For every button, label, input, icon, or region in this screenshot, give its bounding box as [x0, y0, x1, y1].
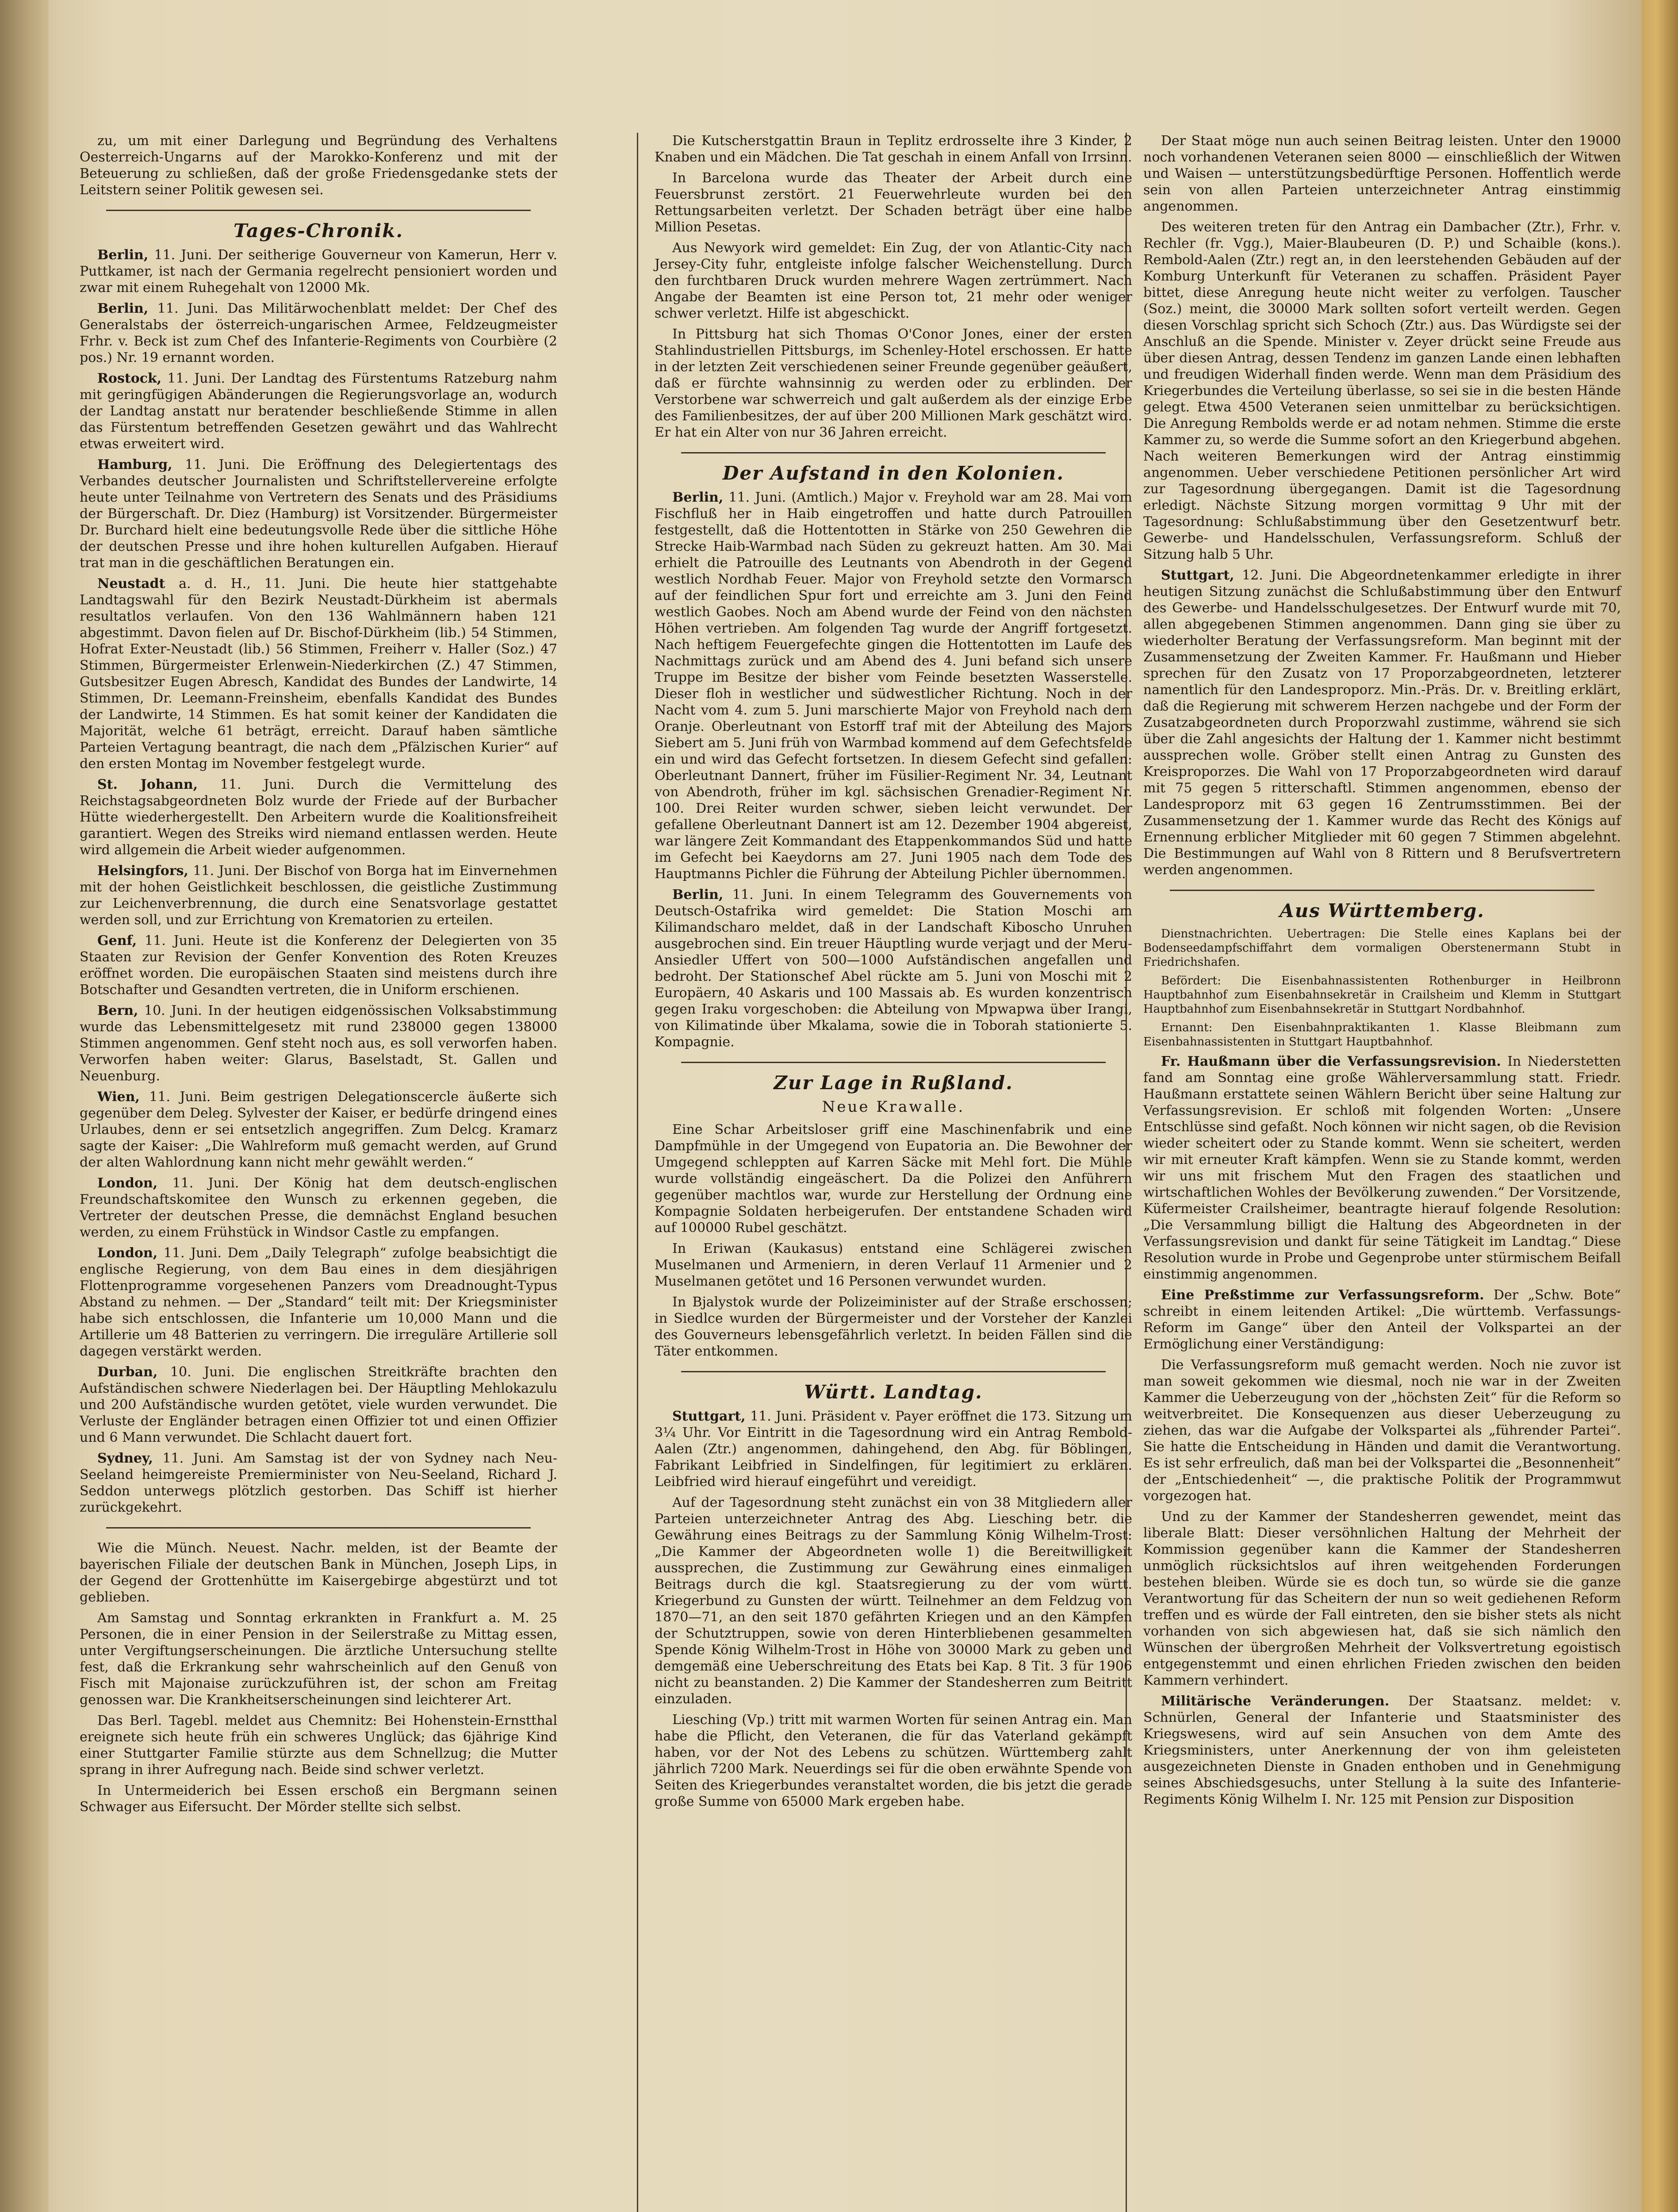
news-item	[80, 300, 557, 366]
dateline: Bern,	[97, 1003, 138, 1018]
dateline: Stuttgart,	[1161, 568, 1234, 583]
news-item	[655, 489, 1132, 882]
divider	[1170, 890, 1594, 891]
news-paragraph: Aus Newyork wird gemeldet: Ein Zug, der von Atlantic-City nach Jersey-City fuhr, entgleiste infolge falscher Weichenstellung. Durch den furchtbaren Druck wurden mehrere Wagen zertrümmert. Nach Angabe der Beamten ist eine Person tot, 21 mehr oder weniger schwer verletzt. Hilfe ist abgeschickt.	[655, 240, 1132, 321]
news-paragraph: Das Berl. Tagebl. meldet aus Chemnitz: Bei Hohenstein-Ernstthal ereignete sich heute früh ein schweres Unglück; das 6jährige Kind einer Stuttgarter Familie stürzte aus dem Schnellzug; die Mutter sprang in ihrer Aufregung nach. Beide sind schwer verletzt.	[80, 1713, 557, 1778]
news-paragraph: In Eriwan (Kaukasus) entstand eine Schlägerei zwischen Muselmanen und Armeniern, in deren Verlauf 11 Armenier und 2 Muselmanen getötet und 16 Personen verwundet wurden.	[655, 1241, 1132, 1289]
news-item	[80, 1364, 557, 1446]
news-paragraphs	[655, 1121, 1132, 1359]
news-text: 12. Juni. Die Abgeordnetenkammer erledigte in ihrer heutigen Sitzung zunächst die Schlußabstimmung über den Entwurf des Gewerbe- und Handelsschulgesetzes. Der Entwurf wurde mit 70, allen abgegebenen Stimmen angenommen. Dann ging sie über zu wiederholter Beratung der Verfassungsreform. Man beginnt mit der Zusammensetzung der Zweiten Kammer. Fr. Haußmann und Hieber sprechen für den Zusatz von 17 Proporzabgeordneten, letzterer namentlich für den Landesproporz. Min.-Präs. Dr. v. Breitling erklärt, daß die Regierung mit schwerem Herzen nachgebe und der Form der Zusatzabgeordneten durch Proporzwahl zustimme, während sie sich über die Zahl angesichts der Haltung der 1. Kammer nicht bestimmt aussprechen wolle. Gröber stellt einen Antrag zu Gunsten des Kreisproporzes. Die Wahl von 17 Proporzabgeordneten wird darauf mit 75 gegen 5 ritterschaftl. Stimmen angenommen, ebenso der Landesproporz mit 63 gegen 16 Zentrumsstimmen. Bei der Zusammensetzung der 1. Kammer wurde das Recht des Königs auf Ernennung erblicher Mitglieder mit 60 gegen 7 Stimmen abgelehnt. Die Bestimmungen auf Wahl von 8 Rittern und 8 Berufsvertretern werden angenommen.	[1143, 568, 1621, 878]
news-paragraphs	[1143, 133, 1621, 563]
news-text: 11. Juni. Der seitherige Gouverneur von Kamerun, Herr v. Puttkamer, ist nach der Germania regelrecht pensioniert worden und zwar mit einem Ruhegehalt von 12000 Mk.	[80, 247, 557, 296]
dateline: Rostock,	[97, 371, 162, 386]
service-notices	[1143, 927, 1621, 1049]
news-item	[80, 1175, 557, 1240]
news-paragraph: Die Verfassungsreform muß gemacht werden. Noch nie zuvor ist man soweit gekommen wie diesmal, noch nie war in der Zweiten Kammer die Ueberzeugung von der „höchsten Zeit“ für die Reform so weitverbreitet. Die Konsequenzen aus dieser Ueberzeugung zu ziehen, das war die Aufgabe der Volkspartei als „führender Partei“. Sie hatte die Entscheidung in Händen und damit die Verantwortung. Es ist sehr erfreulich, daß man bei der Volkspartei die „Besonnenheit“ der „Entschiedenheit“ —, die praktische Politik der Programmwut vorgezogen hat.	[1143, 1357, 1621, 1504]
news-item	[1143, 567, 1621, 878]
news-paragraph: Die Kutscherstgattin Braun in Teplitz erdrosselte ihre 3 Kinder, 2 Knaben und ein Mädchen. Die Tat geschah in einem Anfall von Irrsinn.	[655, 133, 1132, 165]
dateline: London,	[97, 1175, 158, 1191]
news-paragraph: In Bjalystok wurde der Polizeiminister auf der Straße erschossen; in Siedlce wurden der Bürgermeister und der Vorsteher der Kanzlei des Gouverneurs lebensgefährlich verletzt. In beiden Fällen sind die Täter entkommen.	[655, 1294, 1132, 1359]
news-text: 11. Juni. Der Landtag des Fürstentums Ratzeburg nahm mit geringfügigen Abänderungen die Regierungsvorlage an, wodurch der Landtag anstatt nur beratender beschließende Stimme in allen das Fürstentum betreffenden Gesetzen gewährt und das Wahlrecht etwas erweitert wird.	[80, 371, 557, 452]
news-item	[80, 863, 557, 928]
news-text: 11. Juni. Präsident v. Payer eröffnet die 173. Sitzung um 3¼ Uhr. Vor Eintritt in die Tagesordnung wird ein Antrag Rembold-Aalen (Ztr.) angenommen, dahingehend, den Abg. für Böblingen, Fabrikant Leibfried in Sindelfingen, für legitimiert zu erklären. Leibfried wird hierauf eingeführt und vereidigt.	[655, 1409, 1132, 1490]
dateline: St. Johann,	[97, 777, 198, 792]
news-item	[655, 887, 1132, 1050]
news-paragraphs	[655, 133, 1132, 441]
news-text: 11. Juni. Die Eröffnung des Delegiertentags des Verbandes deutscher Journalisten und Schriftstellervereine erfolgte heute unter Teilnahme von Vertretern des Senats und des Präsidiums der Bürgerschaft. Dr. Diez (Hamburg) ist Vorsitzender. Bürgermeister Dr. Burchard hielt eine bedeutungsvolle Rede über die sittliche Höhe der deutschen Presse und ihre hohen kulturellen Aufgaben. Hierauf trat man in die geschäftlichen Beratungen ein.	[80, 457, 557, 571]
divider	[106, 210, 531, 211]
section-heading: Tages-Chronik.	[234, 220, 403, 242]
divider	[681, 1062, 1106, 1063]
dateline: Berlin,	[97, 301, 149, 316]
news-list	[655, 1408, 1132, 1810]
item-title: Eine Preßstimme zur Verfassungsreform.	[1161, 1287, 1484, 1303]
dateline: Sydney,	[97, 1451, 153, 1466]
dateline: Genf,	[97, 933, 137, 949]
dateline: Hamburg,	[97, 457, 172, 472]
news-item	[80, 933, 557, 998]
news-item	[80, 1450, 557, 1516]
news-item	[655, 1494, 1132, 1707]
news-text: Der Staatsanz. meldet: v. Schnürlen, General der Infanterie und Staatsminister des Kriegswesens, wird auf sein Ansuchen von dem Amte des Kriegsministers, unter Anerkennung der von ihm geleisteten ausgezeichneten Dienste in Gnaden enthoben und in Genehmigung seines Abschiedsgesuchs, unter Stellung à la suite des Infanterie-Regiments König Wilhelm I. Nr. 125 mit Pension zur Disposition	[1143, 1694, 1621, 1807]
news-text: 11. Juni. (Amtlich.) Major v. Freyhold war am 28. Mai vom Fischfluß her in Haib eingetroffen und hatte durch Patrouillen festgestellt, daß die Hottentotten in Stärke von 250 Gewehren die Strecke Haib-Warmbad nach Süden zu gekreuzt hatten. Am 30. Mai erhielt die Patrouille des Leutnants von Abendroth in der Gegend westlich Nordhab Feuer. Major von Freyhold setzte den Vormarsch auf der feindlichen Spur fort und erreichte am 3. Juni den Feind westlich Gaobes. Noch am Abend wurde der Feind von den nächsten Höhen vertrieben. Am folgenden Tag wurde der Angriff fortgesetzt. Nach heftigem Feuergefechte gingen die Hottentotten im Laufe des Nachmittags zurück und am Abend des 4. Juni befand sich unsere Truppe im Besitze der bisher vom Feinde besetzten Wasserstelle. Dieser floh in westlicher und südwestlicher Richtung. Noch in der Nacht vom 4. zum 5. Juni marschierte Major von Freyhold nach dem Oranje. Oberleutnant von Estorff traf mit der Abteilung des Majors Siebert am 5. Juni früh von Warmbad kommend auf dem Gefechtsfelde ein und wird das Gefecht fortsetzen. In diesem Gefecht sind gefallen: Oberleutnant Dannert, früher im Füsilier-Regiment Nr. 34, Leutnant von Abendroth, früher im kgl. sächsischen Grenadier-Regiment Nr. 100. Drei Reiter wurden schwer, sieben leicht verwundet. Der gefallene Oberleutnant Dannert ist am 12. Dezember 1904 abgereist, war längere Zeit Kommandant des Etappenkommandos Süd und hatte im Gefecht bei Kaeydorns am 27. Juni 1905 nach dem Tode des Hauptmanns Pichler die Führung der Abteilung Pichler übernommen.	[655, 490, 1132, 882]
divider	[681, 452, 1106, 453]
news-text: 11. Juni. Dem „Daily Telegraph“ zufolge beabsichtigt die englische Regierung, von dem Bau eines in dem diesjährigen Flottenprogramme vorgesehenen Panzers vom Dreadnought-Typus Abstand zu nehmen. — Der „Standard“ teilt mit: Der Kriegsminister habe sich entschlossen, die Infanterie um 10,000 Mann und die Artillerie um 48 Batterien zu verringern. Die irreguläre Artillerie soll dagegen verstärkt werden.	[80, 1245, 557, 1359]
news-item	[655, 1712, 1132, 1810]
news-paragraph: Befördert: Die Eisenbahnassistenten Rothenburger in Heilbronn Hauptbahnhof zum Eisenbahnsekretär in Crailsheim und Klemm in Stuttgart Hauptbahnhof zum Eisenbahnsekretär in Stuttgart Nordbahnhof.	[1143, 974, 1621, 1016]
dateline: Berlin,	[97, 247, 149, 263]
news-paragraph: Und zu der Kammer der Standesherren gewendet, meint das liberale Blatt: Dieser versöhnlichen Haltung der Mehrheit der Kommission gegenüber kann die Kammer der Standesherren unmöglich rücksichtslos auf ihren weitgehenden Forderungen bestehen bleiben. Würde sie es doch tun, so würde sie die ganze Verantwortung für das Scheitern der nun so weit gediehenen Reform treffen und es würde der Fall eintreten, den sie bisher stets als nicht vorhanden von sich abgewiesen hat, daß sie sich nämlich den Wünschen der übergroßen Mehrheit der Volksvertretung egoistisch entgegenstemmt und einen ehrlichen Frieden zwischen den beiden Kammern verhindert.	[1143, 1509, 1621, 1688]
column-3	[1143, 133, 1621, 1812]
column-1	[80, 133, 557, 1820]
news-text: In Niederstetten fand am Sonntag eine große Wählerversammlung statt. Friedr. Haußmann erstattete seinen Wählern Bericht über seine Haltung zur Verfassungsrevision. Er schloß mit folgenden Worten: „Unsere Entschlüsse sind gefaßt. Noch können wir nicht sagen, ob die Revision wieder scheitert oder zu Stande kommt. Wenn sie scheitert, werden wir mit erneuter Kraft kämpfen. Wenn sie zu Stande kommt, werden wir uns mit frischem Mut den Fragen des staatlichen und wirtschaftlichen Wohles der Bevölkerung zuwenden.“ Der Vorsitzende, Küfermeister Crailsheimer, beantragte hierauf folgende Resolution: „Die Versammlung billigt die Haltung des Abgeordneten in der Verfassungsrevision und dankt für seine Tätigkeit im Landtag.“ Diese Resolution wurde in Probe und Gegenprobe unter stürmischem Beifall einstimmig angenommen.	[1143, 1054, 1621, 1282]
section-heading: Der Aufstand in den Kolonien.	[722, 462, 1065, 484]
news-text: Liesching (Vp.) tritt mit warmen Worten für seinen Antrag ein. Man habe die Pflicht, den Veteranen, die für das Vaterland gekämpft haben, vor der Not des Lebens zu schützen. Württemberg zahlt jährlich 7200 Mark. Neuerdings sei für die oben erwähnte Spende von Seiten des Kriegerbundes veranstaltet worden, die bis jetzt die gerade große Summe von 65000 Mark ergeben habe.	[655, 1712, 1132, 1809]
news-paragraph: In Pittsburg hat sich Thomas O'Conor Jones, einer der ersten Stahlindustriellen Pittsburgs, im Schenley-Hotel erschossen. Er hatte in der letzten Zeit verschiedenen seiner Freunde gegenüber geäußert, daß er fürchte wahnsinnig zu werden oder zu erblinden. Der Verstorbene war schwerreich und galt außerdem als der einzige Erbe des Familienbesitzes, der auf über 200 Millionen Mark geschätzt wird. Er hat ein Alter von nur 36 Jahren erreicht.	[655, 326, 1132, 440]
dateline: Neustadt	[97, 576, 165, 591]
news-list	[655, 489, 1132, 1050]
news-text: 11. Juni. Am Samstag ist der von Sydney nach Neu-Seeland heimgereiste Premierminister von Neu-Seeland, Richard J. Seddon unterwegs plötzlich gestorben. Das Schiff ist hierher zurückgekehrt.	[80, 1451, 557, 1515]
column-2	[655, 133, 1132, 1814]
news-item	[80, 1002, 557, 1084]
news-text: 11. Juni. Das Militärwochenblatt meldet: Der Chef des Generalstabs der österreich-ungarischen Armee, Feldzeugmeister Frhr. v. Beck ist zum Chef des Infanterie-Regiments von Courbière (2 pos.) Nr. 19 ernannt worden.	[80, 301, 557, 365]
news-paragraph: Eine Schar Arbeitsloser griff eine Maschinenfabrik und eine Dampfmühle in der Umgegend von Eupatoria an. Die Bewohner der Umgegend schleppten auf Karren Säcke mit Mehl fort. Die Mühle wurde vollständig eingeäschert. Da die Polizei den Anführern gegenüber machtlos war, wurde zur Herstellung der Ordnung eine Kompagnie Soldaten herbeigerufen. Der entstandene Schaden wird auf 100000 Rubel geschätzt.	[655, 1122, 1132, 1236]
news-item	[80, 776, 557, 858]
news-item	[1143, 1693, 1621, 1808]
news-item	[80, 247, 557, 296]
news-item	[80, 1245, 557, 1359]
dateline: Helsingfors,	[97, 863, 188, 879]
news-text: 10. Juni. In der heutigen eidgenössischen Volksabstimmung wurde das Lebensmittelgesetz mit rund 238000 gegen 138000 Stimmen angenommen. Genf steht noch aus, es soll verworfen haben. Verworfen haben weiter: Glarus, Baselstadt, St. Gallen und Neuenburg.	[80, 1003, 557, 1084]
news-item	[655, 1408, 1132, 1490]
item-title: Fr. Haußmann über die Verfassungsrevision.	[1161, 1054, 1501, 1069]
dateline: Berlin,	[672, 490, 724, 505]
news-item	[80, 457, 557, 571]
news-paragraphs	[80, 1540, 557, 1815]
news-text: Der „Schw. Bote“ schreibt in einem leitenden Artikel: „Die württemb. Verfassungs-Reform im Gange“ über den Anteil der Volkspartei an der Ermöglichung einer Verständigung:	[1143, 1287, 1621, 1352]
item-title: Militärische Veränderungen.	[1161, 1694, 1390, 1709]
dateline: Stuttgart,	[672, 1409, 746, 1424]
news-text: 10. Juni. Die englischen Streitkräfte brachten den Aufständischen schwere Niederlagen bei. Der Häuptling Mehlokazulu und 200 Aufständische wurden getötet, viele wurden verwundet. Die Verluste der Engländer betragen einen Offizier tot und einen Offizier und 6 Mann verwundet. Die Schlacht dauert fort.	[80, 1364, 557, 1445]
divider	[681, 1371, 1106, 1372]
news-paragraph: Wie die Münch. Neuest. Nachr. melden, ist der Beamte der bayerischen Filiale der deutschen Bank in München, Joseph Lips, in der Gegend der Grottenhütte im Kaisergebirge abgestürzt und tot geblieben.	[80, 1540, 557, 1605]
news-text: Auf der Tagesordnung steht zunächst ein von 38 Mitgliedern aller Parteien unterzeichneter Antrag des Abg. Liesching betr. die Gewährung eines Beitrags zu der Sammlung König Wilhelm-Trost: „Die Kammer der Abgeordneten wolle 1) die Bereitwilligkeit aussprechen, die Zustimmung zur Gewährung eines einmaligen Beitrags durch die kgl. Staatsregierung zu der vom württ. Kriegerbund zu Gunsten der württ. Teilnehmer an dem Feldzug von 1870—71, an den seit 1870 gefährten Kriegen und an den Kämpfen der Schutztruppen, sowie von deren Hinterbliebenen gesammelten Spende König Wilhelm-Trost in Höhe von 30000 Mark zu geben und demgemäß eine Ueberschreitung des Etats bei Kap. 8 Tit. 3 für 1906 nicht zu beanstanden. 2) Die Kammer der Standesherren zum Beitritt einzuladen.	[655, 1495, 1132, 1707]
news-text: 11. Juni. In einem Telegramm des Gouvernements von Deutsch-Ostafrika wird gemeldet: Die Station Moschi am Kilimandscharo meldet, daß in der Landschaft Kiboscho Unruhen ausgebrochen sind. Ein treuer Häuptling wurde verjagt und der Meru-Ansiedler Uffert von 500—1000 Aufständischen angefallen und bedroht. Der Stationschef Abel rückte am 5. Juni von Moschi mit 2 Europäern, 40 Askaris und 100 Massais ab. Es wurden konzentrisch gegen Iraku vorgeschoben: die Abteilung von Mpwapwa über Irangi, von Kilimatinde über Mkalama, sowie die in Toborah stationierte 5. Kompagnie.	[655, 887, 1132, 1050]
dateline: Durban,	[97, 1364, 158, 1380]
section-subheading: Neue Krawalle.	[822, 1098, 965, 1116]
dateline: London,	[97, 1245, 158, 1261]
intro-paragraph: zu, um mit einer Darlegung und Begründung des Verhaltens Oesterreich-Ungarns auf der Marokko-Konferenz und mit der Beteuerung zu schließen, daß der große Friedensgedanke stets der Leitstern seiner Politik gewesen sei.	[80, 133, 557, 198]
news-paragraph: Am Samstag und Sonntag erkrankten in Frankfurt a. M. 25 Personen, die in einer Pension in der Seilerstraße zu Mittag essen, unter Vergiftungserscheinungen. Die ärztliche Untersuchung stellte fest, daß die Erkrankung sehr wahrscheinlich auf den Genuß von Fisch mit Majonaise zurückzuführen ist, der schon am Freitag genossen war. Die Krankheitserscheinungen sind leichterer Art.	[80, 1610, 557, 1708]
news-paragraph: Dienstnachrichten. Uebertragen: Die Stelle eines Kaplans bei der Bodenseedampfschiffahrt dem vormaligen Oberstenermann Stubt in Friedrichshafen.	[1143, 927, 1621, 969]
news-paragraph: Des weiteren treten für den Antrag ein Dambacher (Ztr.), Frhr. v. Rechler (fr. Vgg.), Maier-Blaubeuren (D. P.) und Schaible (kons.). Rembold-Aalen (Ztr.) regt an, in den leerstehenden Gebäuden auf der Komburg Unterkunft für Veteranen zu schaffen. Präsident Payer bittet, diese Anregung heute nicht weiter zu verfolgen. Tauscher (Soz.) meint, die 30000 Mark sollten sofort verteilt werden. Gegen diesen Vorschlag spricht sich Schoch (Ztr.) aus. Das Würdigste sei der Anschluß an die Spende. Minister v. Zeyer drückt seine Freude aus über diesen Antrag, dessen Tendenz im ganzen Lande einen lebhaften und freudigen Widerhall finden werde. Wenn man dem Präsidium des Kriegerbundes die Verteilung überlasse, so sei sie in die besten Hände gelegt. Etwa 4500 Veteranen seien unmittelbar zu berücksichtigen. Die Anregung Rembolds werde er ad notam nehmen. Stimme die erste Kammer zu, so werde die Summe sofort an den Kriegerbund abgehen. Nach weiteren Bemerkungen wird der Antrag einstimmig angenommen. Ueber verschiedene Petitionen persönlicher Art wird zur Tagesordnung übergegangen. Damit ist die Tagesordnung erledigt. Nächste Sitzung morgen vormittag 9 Uhr mit der Tagesordnung: Schlußabstimmung über den Gesetzentwurf betr. Gewerbe- und Handelsschulen, Verfassungsreform. Schluß der Sitzung halb 5 Uhr.	[1143, 219, 1621, 562]
section-heading: Württ. Landtag.	[804, 1381, 983, 1403]
news-paragraph: Der Staat möge nun auch seinen Beitrag leisten. Unter den 19000 noch vorhandenen Veteranen seien 8000 — einschließlich der Witwen und Waisen — unterstützungsbedürftige Personen. Hoffentlich werde sein von allen Parteien unterzeichneter Antrag einstimmig angenommen.	[1143, 133, 1621, 214]
binding-left	[0, 0, 49, 2212]
news-item	[80, 576, 557, 772]
news-text: 11. Juni. Beim gestrigen Delegationscercle äußerte sich gegenüber dem Deleg. Sylvester der Kaiser, er bedürfe dringend eines Urlaubes, denn er sei entsetzlich angegriffen. Zum Delcg. Kramarz sagte der Kaiser: „Die Wahlreform muß gemacht werden, auf Grund der alten Wahlordnung kann nicht mehr gewählt werden.“	[80, 1089, 557, 1170]
news-paragraph: In Barcelona wurde das Theater der Arbeit durch eine Feuersbrunst zerstört. 21 Feuerwehrleute wurden bei den Rettungsarbeiten verletzt. Der Schaden beträgt über eine halbe Million Pesetas.	[655, 170, 1132, 235]
news-text: 11. Juni. Der König hat dem deutsch-englischen Freundschaftskomitee den Wunsch zu erkennen gegeben, die Vertreter der deutschen Presse, die demnächst England besuchen werden, zu einem Frühstück in Windsor Castle zu empfangen.	[80, 1175, 557, 1240]
news-text: a. d. H., 11. Juni. Die heute hier stattgehabte Landtagswahl für den Bezirk Neustadt-Dürkheim ist abermals resultatlos verlaufen. Von den 136 Wahlmännern haben 121 abgestimmt. Davon fielen auf Dr. Bischof-Dürkheim (lib.) 54 Stimmen, Hofrat Exter-Neustadt (lib.) 56 Stimmen, Freiherr v. Haller (Soz.) 47 Stimmen, Bürgermeister Erlenwein-Niederkirchen (Z.) 47 Stimmen, Gutsbesitzer Eugen Abresch, Kandidat des Bundes der Landwirte, 14 Stimmen, Dr. Leemann-Freinsheim, ebenfalls Kandidat des Bundes der Landwirte, 14 Stimmen. Es hat somit keiner der Kandidaten die Majorität, welche 61 beträgt, erreicht. Darauf haben sämtliche Parteien Vertagung beantragt, die nach dem „Pfälzischen Kurier“ auf den ersten Montag im November festgelegt wurde.	[80, 576, 557, 772]
section-heading: Aus Württemberg.	[1280, 900, 1485, 922]
news-item	[1143, 1053, 1621, 1283]
news-item	[80, 370, 557, 452]
dateline: Berlin,	[672, 887, 724, 902]
news-paragraph: In Untermeiderich bei Essen erschoß ein Bergmann seinen Schwager aus Eifersucht. Der Mörder stellte sich selbst.	[80, 1783, 557, 1815]
news-item	[1143, 1287, 1621, 1352]
dateline: Wien,	[97, 1089, 140, 1105]
column-rule	[637, 133, 638, 2212]
section-heading: Zur Lage in Rußland.	[774, 1072, 1013, 1094]
news-text: 11. Juni. Der Bischof von Borga hat im Einvernehmen mit der hohen Geistlichkeit beschlossen, die geistliche Zustimmung zur Leichenverbrennung, die durch eine Senatsvorlage gestattet werden soll, und zur Errichtung von Krematorien zu erteilen.	[80, 863, 557, 928]
divider	[106, 1527, 531, 1528]
news-text: 11. Juni. Heute ist die Konferenz der Delegierten von 35 Staaten zur Revision der Genfer Konvention des Roten Kreuzes eröffnet worden. Die europäischen Staaten sind meistens durch ihre Botschafter und Gesandten vertreten, die in Uniform erschienen.	[80, 933, 557, 998]
news-list	[80, 247, 557, 1516]
binding-right	[1642, 0, 1678, 2212]
news-paragraph: Ernannt: Den Eisenbahnpraktikanten 1. Klasse Bleibmann zum Eisenbahnassistenten in Stuttgart Hauptbahnhof.	[1143, 1021, 1621, 1048]
news-text: 11. Juni. Durch die Vermittelung des Reichstagsabgeordneten Bolz wurde der Friede auf der Burbacher Hütte wiederhergestellt. Den Arbeitern wurde die Koalitionsfreiheit garantiert. Wegen des Streiks wird niemand entlassen werden. Heute wird allgemein die Arbeit wieder aufgenommen.	[80, 777, 557, 858]
news-item	[80, 1089, 557, 1171]
